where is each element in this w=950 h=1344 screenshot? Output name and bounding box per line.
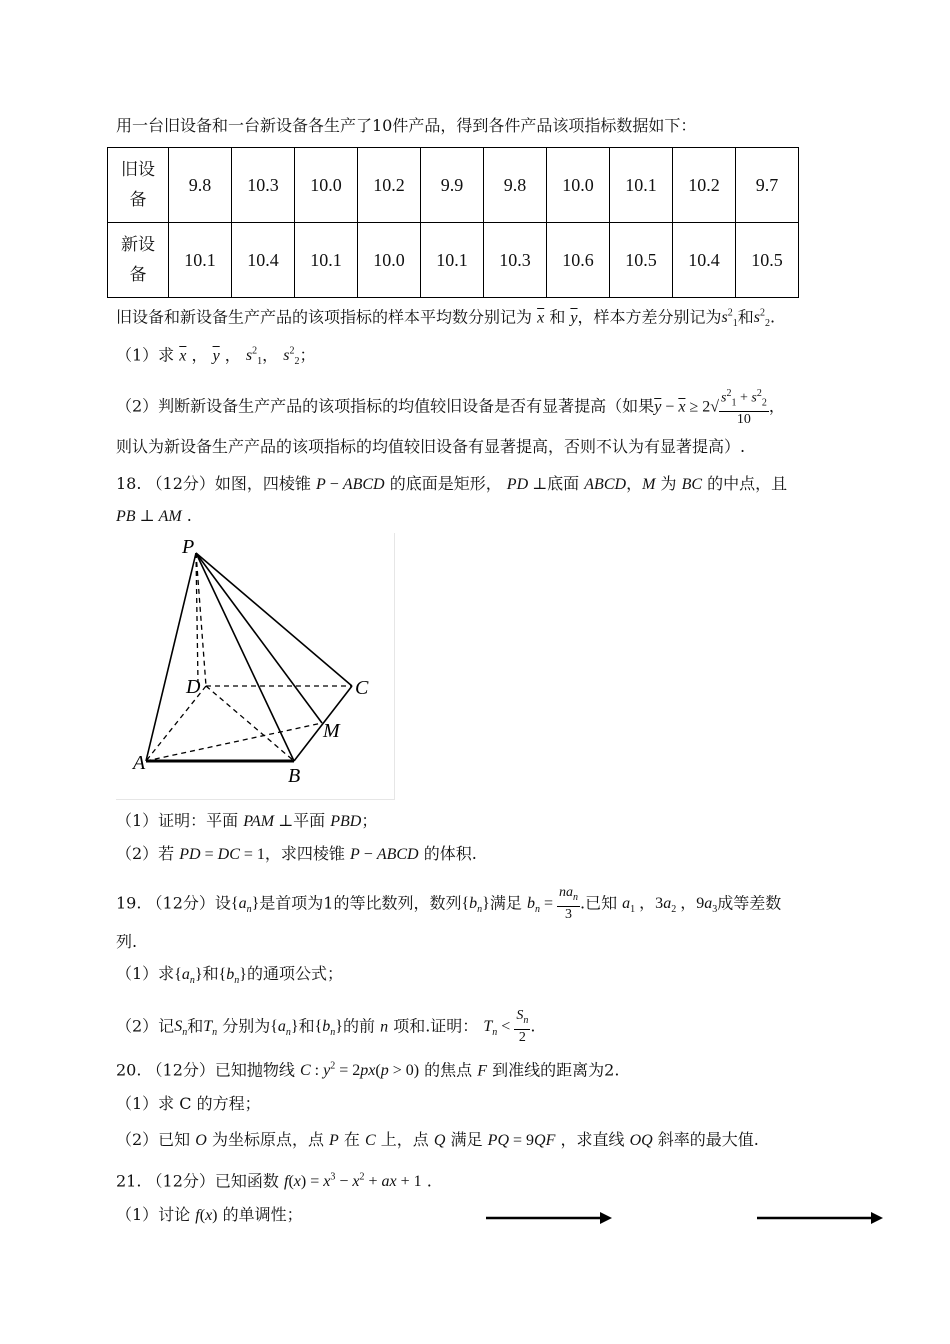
table-cell: 10.4 <box>232 223 295 298</box>
table-cell: 9.7 <box>736 148 799 223</box>
pyramid-diagram <box>116 533 394 799</box>
arrow-right-icon <box>486 1208 614 1228</box>
label-d: D <box>186 676 201 698</box>
table-cell: 10.2 <box>358 148 421 223</box>
row-label-new: 新设 备 <box>108 223 169 298</box>
q18-part2: （2）若 PD = DC = 1，求四棱锥 P − ABCD 的体积. <box>116 844 477 863</box>
q19-part1: （1）求$\{a_n\}$和$\{b_n\}$的通项公式； <box>116 964 343 987</box>
arrow-right-icon <box>757 1208 885 1228</box>
table-cell: 9.8 <box>169 148 232 223</box>
row-label-old: 旧设 备 <box>108 148 169 223</box>
table-cell: 10.5 <box>736 223 799 298</box>
table-cell: 10.6 <box>547 223 610 298</box>
pyramid-figure <box>116 533 395 800</box>
q18-head: 18. （12分）如图，四棱锥 P − ABCD 的底面是矩形， PD ⊥底面 ABCD，M 为 BC 的中点，且 <box>116 474 788 493</box>
q17-part2-cont: 则认为新设备生产产品的该项指标的均值较旧设备有显著提高，否则不认为有显著提高）. <box>116 437 746 456</box>
label-c: C <box>355 677 369 699</box>
table-cell: 10.1 <box>421 223 484 298</box>
table-cell: 10.2 <box>673 148 736 223</box>
q20-head: 20. （12分）已知抛物线 C : $y^2 = 2px(p > 0)$ 的焦点 F 到准线的距离为2. <box>116 1060 620 1080</box>
label-a: A <box>133 752 146 774</box>
q19-part2: （2）记$S_n$和$T_n$ 分别为$\{a_n\}$和$\{b_n\}$的前 n 项和.证明： $T_n$ < $\frac{S_n}{2}$ . <box>116 1008 536 1045</box>
q18-head-cont: PB ⊥ AM . <box>116 506 192 525</box>
q17-part2: （2）判断新设备生产产品的该项指标的均值较旧设备是否有显著提高（如果$\overline{y} - \overline{x} \ge 2√$ $\frac{s^2_1 + s^2_2}{10}$ ， <box>116 388 785 428</box>
q20-part1: （1）求 C 的方程； <box>116 1094 261 1113</box>
q21-part1: （1）讨论 f(x) 的单调性； <box>116 1205 303 1224</box>
table-cell: 10.4 <box>673 223 736 298</box>
table-cell: 10.1 <box>610 148 673 223</box>
q21-head: 21. （12分）已知函数 $f(x) = x^3 - x^2$ + ax + 1 . <box>116 1171 432 1191</box>
q20-part2: （2）已知 O 为坐标原点，点 P 在 C 上，点 Q 满足 PQ = 9QF ，求直线 OQ 斜率的最大值. <box>116 1130 759 1149</box>
table-cell: 10.1 <box>295 223 358 298</box>
table-cell: 10.3 <box>232 148 295 223</box>
q19-head-cont: 列. <box>116 932 138 951</box>
table-cell: 10.1 <box>169 223 232 298</box>
q19-head: 19. （12分）设$\{a_n\}$是首项为1的等比数列，数列$\{b_n\}$满足 $b_n$ = $\frac{na_n}{3}$ .已知 $a_1$ ，$3a_2$ ，$9a_3$成等差数 <box>116 885 782 922</box>
q17-description: 旧设备和新设备生产产品的该项指标的样本平均数分别记为 $\overline{x}$ 和 $\overline{y}$，样本方差分别记为$s^2_1$和$s^2_2$. <box>116 307 776 330</box>
table-row-old <box>108 148 799 223</box>
table-cell: 10.0 <box>547 148 610 223</box>
label-m: M <box>323 720 340 742</box>
intro-text: 用一台旧设备和一台新设备各生产了10件产品，得到各件产品该项指标数据如下： <box>116 116 697 135</box>
table-cell: 9.9 <box>421 148 484 223</box>
table-row-new <box>108 223 799 298</box>
table-cell: 10.0 <box>295 148 358 223</box>
table-cell: 9.8 <box>484 148 547 223</box>
table-cell: 10.5 <box>610 223 673 298</box>
q18-part1: （1）证明：平面 PAM ⊥平面 PBD； <box>116 811 378 830</box>
q17-part1: （1）求 $\overline{x}$ ， $\overline{y}$ ， $s^2_1$， $s^2_2$； <box>116 345 316 368</box>
data-table <box>107 147 799 298</box>
table-cell: 10.3 <box>484 223 547 298</box>
label-b: B <box>288 765 301 787</box>
label-p: P <box>182 536 195 558</box>
table-cell: 10.0 <box>358 223 421 298</box>
